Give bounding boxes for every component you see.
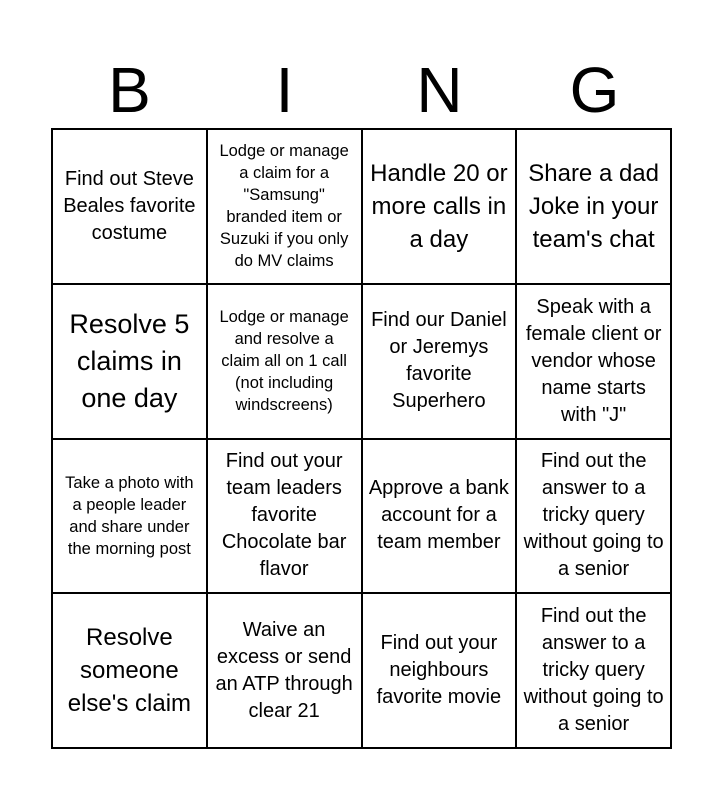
- bingo-cell-r3-c0[interactable]: [52, 593, 207, 748]
- bingo-cell-r1-c2[interactable]: [362, 284, 517, 439]
- cell-text: Lodge or manage and resolve a claim all on 1 call (not including windscreens): [219, 308, 349, 415]
- bingo-cell-r3-c1[interactable]: [207, 593, 362, 748]
- bingo-cell-r1-c3[interactable]: [516, 284, 671, 439]
- bingo-cell-r3-c3[interactable]: [516, 593, 671, 748]
- cell-text: Share a dad Joke in your team's chat: [528, 159, 660, 253]
- bingo-header: [52, 52, 672, 128]
- header-letter-b: B: [108, 54, 151, 126]
- cell-text: Lodge or manage a claim for a "Samsung" branded item or Suzuki if you only do MV claims: [219, 142, 349, 271]
- bingo-cell-r3-c2[interactable]: [362, 593, 517, 748]
- header-letter-g: G: [569, 54, 620, 126]
- cell-text: Find out your neighbours favorite movie: [376, 632, 502, 709]
- bingo-cell-r2-c2[interactable]: [362, 439, 517, 594]
- cell-text: Find our Daniel or Jeremys favorite Superhero: [371, 309, 507, 413]
- bingo-cell-r0-c1[interactable]: [207, 129, 362, 284]
- cell-text: Find out Steve Beales favorite costume: [63, 167, 196, 244]
- cell-text: Find out the answer to a tricky query without going to a senior: [523, 450, 664, 581]
- cell-text: Resolve someone else's claim: [67, 624, 192, 718]
- bingo-cell-r2-c3[interactable]: [516, 439, 671, 594]
- cell-text: Approve a bank account for a team member: [368, 477, 509, 554]
- header-letter-n: N: [416, 54, 463, 126]
- cell-text: Find out your team leaders favorite Chocolate bar flavor: [221, 450, 347, 581]
- header-letter-i: I: [275, 54, 294, 126]
- cell-text: Handle 20 or more calls in a day: [370, 159, 508, 253]
- bingo-grid: [51, 128, 672, 749]
- cell-text: Resolve 5 claims in one day: [69, 308, 190, 413]
- bingo-cell-r1-c1[interactable]: [207, 284, 362, 439]
- cell-text: Waive an excess or send an ATP through clear 21: [215, 618, 353, 722]
- cell-text: Find out the answer to a tricky query without going to a senior: [523, 605, 664, 736]
- cell-text: Take a photo with a people leader and share under the morning post: [65, 473, 194, 558]
- bingo-cell-r0-c3[interactable]: [516, 129, 671, 284]
- bingo-cell-r0-c0[interactable]: [52, 129, 207, 284]
- cell-text: Speak with a female client or vendor whose name starts with "J": [525, 295, 662, 426]
- bingo-cell-r2-c0[interactable]: [52, 439, 207, 594]
- bingo-cell-r0-c2[interactable]: [362, 129, 517, 284]
- bingo-cell-r1-c0[interactable]: [52, 284, 207, 439]
- bingo-cell-r2-c1[interactable]: [207, 439, 362, 594]
